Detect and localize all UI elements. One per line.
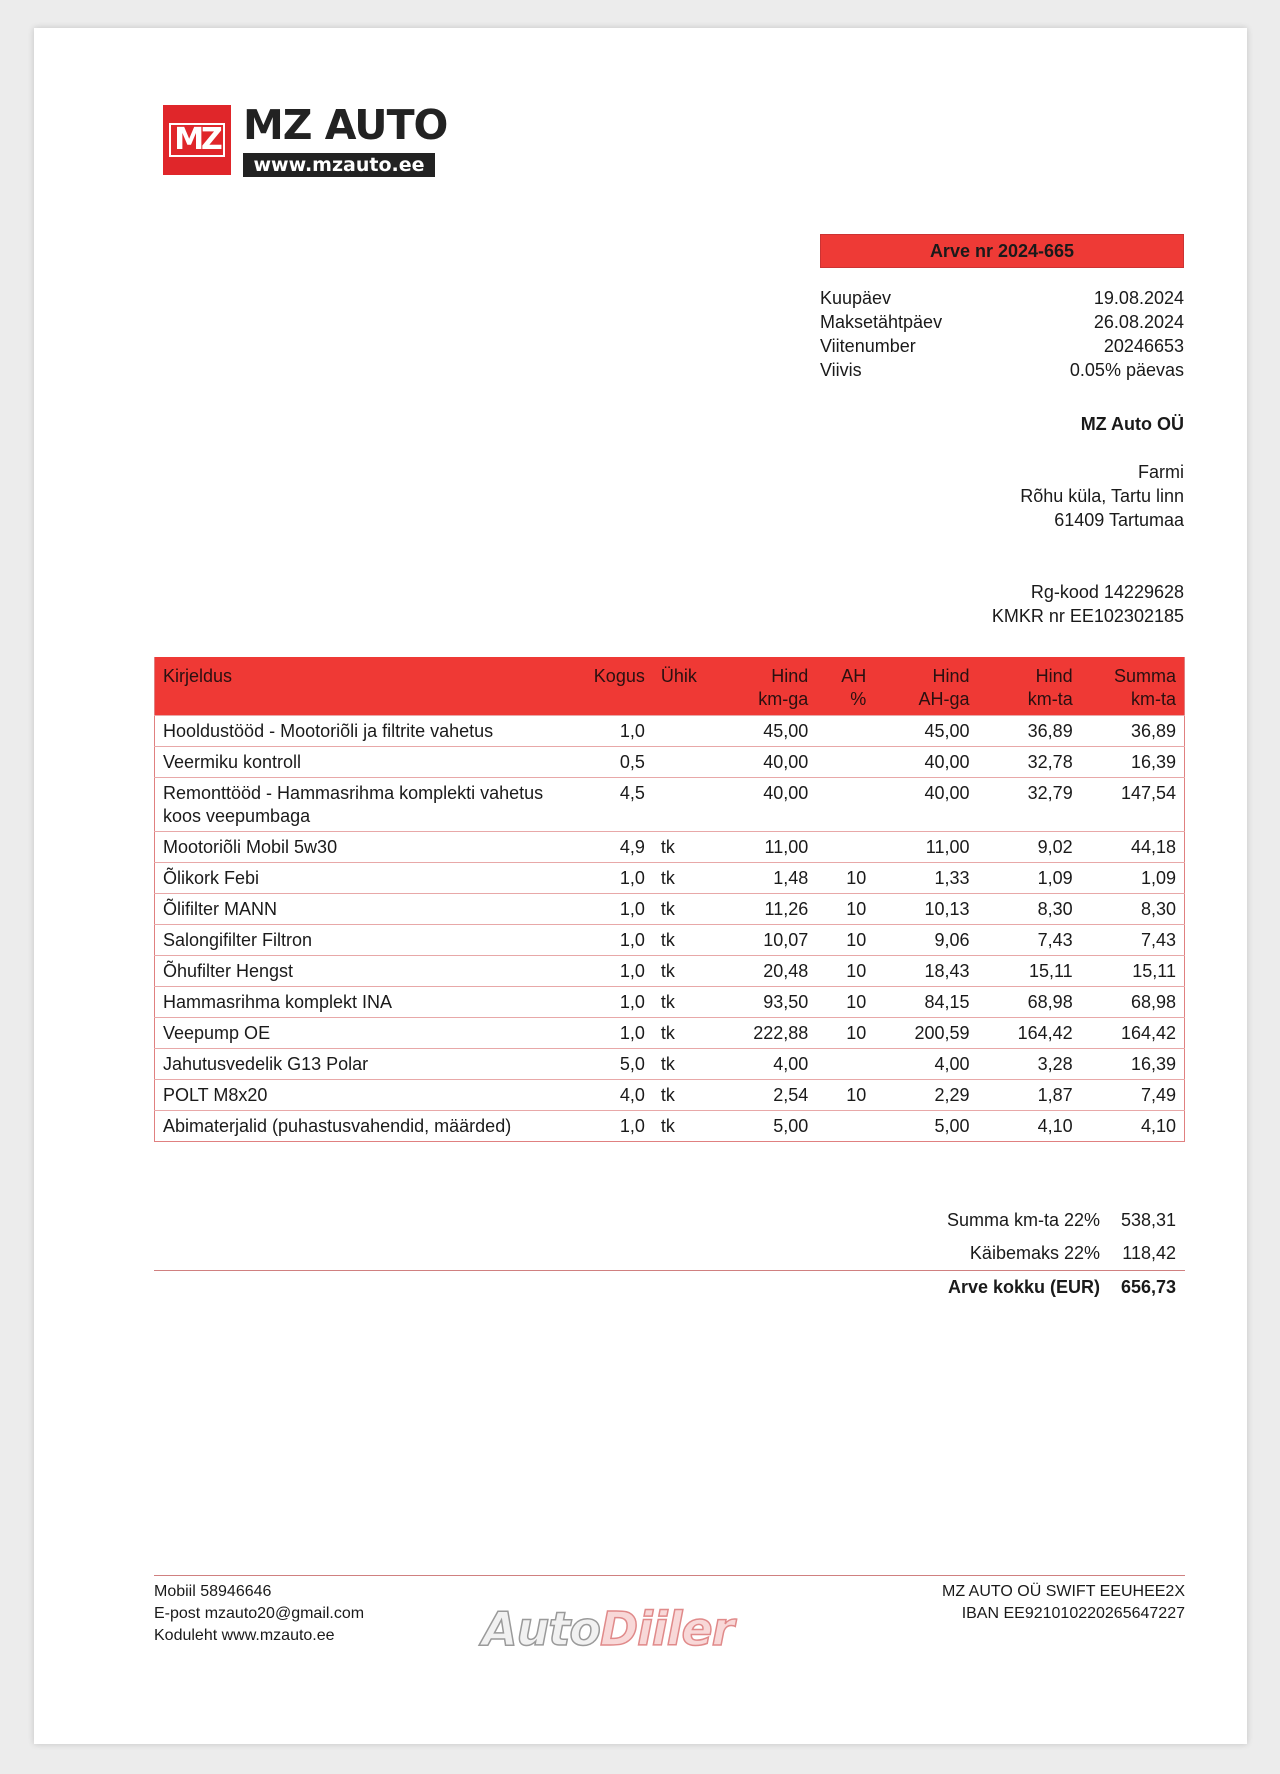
row-discount xyxy=(816,832,874,863)
seller-reg-code: Rg-kood 14229628 xyxy=(1030,582,1184,602)
row-price-discounted: 5,00 xyxy=(874,1111,977,1142)
row-description: Õlikork Febi xyxy=(155,863,581,894)
row-sum: 44,18 xyxy=(1081,832,1185,863)
row-price-discounted: 40,00 xyxy=(874,747,977,778)
subtotal-label: Summa km-ta 22% xyxy=(946,1210,1100,1230)
row-description: Veepump OE xyxy=(155,1018,581,1049)
table-row xyxy=(155,778,1185,832)
col-header-unit: Ühik xyxy=(653,657,713,716)
meta-value: 0.05% päevas xyxy=(1069,360,1184,380)
meta-label: Maksetähtpäev xyxy=(820,312,943,332)
row-discount xyxy=(816,778,874,832)
grand-total-row xyxy=(154,1271,1185,1304)
row-price-vat: 93,50 xyxy=(713,987,816,1018)
row-description: Salongifilter Filtron xyxy=(155,925,581,956)
row-price-vat: 11,00 xyxy=(713,832,816,863)
meta-label: Kuupäev xyxy=(820,288,892,308)
row-quantity: 0,5 xyxy=(581,747,653,778)
row-price-vat: 2,54 xyxy=(713,1080,816,1111)
company-logo xyxy=(163,101,463,179)
col-header-price-discounted: Hind AH-ga xyxy=(874,657,977,716)
table-row xyxy=(155,894,1185,925)
seller-address-line: 61409 Tartumaa xyxy=(1054,510,1184,530)
row-price-no-vat: 32,79 xyxy=(978,778,1081,832)
row-price-discounted: 9,06 xyxy=(874,925,977,956)
row-discount xyxy=(816,747,874,778)
row-unit: tk xyxy=(653,863,713,894)
vat-value: 118,42 xyxy=(1122,1243,1176,1263)
row-price-vat: 1,48 xyxy=(713,863,816,894)
table-row xyxy=(155,956,1185,987)
row-unit: tk xyxy=(653,987,713,1018)
subtotal-value: 538,31 xyxy=(1120,1210,1176,1230)
row-quantity: 4,9 xyxy=(581,832,653,863)
row-price-discounted: 4,00 xyxy=(874,1049,977,1080)
row-unit: tk xyxy=(653,1049,713,1080)
grand-total-value: 656,73 xyxy=(1120,1277,1176,1297)
row-sum: 7,49 xyxy=(1081,1080,1185,1111)
row-quantity: 4,0 xyxy=(581,1080,653,1111)
row-discount xyxy=(816,1111,874,1142)
col-header-discount: AH % xyxy=(816,657,874,716)
row-quantity: 1,0 xyxy=(581,716,653,747)
footer-contact xyxy=(154,1581,364,1647)
row-description: Hooldustööd - Mootoriõli ja filtrite vahetus xyxy=(155,716,581,747)
logo-mark-text: MZ xyxy=(169,123,225,157)
footer-phone: Mobiil 58946646 xyxy=(154,1583,272,1600)
row-price-vat: 10,07 xyxy=(713,925,816,956)
row-unit: tk xyxy=(653,1080,713,1111)
row-sum: 15,11 xyxy=(1081,956,1185,987)
row-description: Õlifilter MANN xyxy=(155,894,581,925)
invoice-page xyxy=(34,28,1247,1744)
row-discount: 10 xyxy=(816,956,874,987)
row-quantity: 1,0 xyxy=(581,1018,653,1049)
footer-bank xyxy=(942,1581,1185,1625)
meta-row-date xyxy=(820,286,1184,310)
col-header-quantity: Kogus xyxy=(581,657,653,716)
footer-swift: MZ AUTO OÜ SWIFT EEUHEE2X xyxy=(942,1583,1185,1600)
row-discount: 10 xyxy=(816,863,874,894)
meta-value: 26.08.2024 xyxy=(1093,312,1184,332)
watermark-part-diiler: Diiler xyxy=(599,1602,734,1656)
row-price-discounted: 1,33 xyxy=(874,863,977,894)
row-discount: 10 xyxy=(816,894,874,925)
row-unit: tk xyxy=(653,894,713,925)
meta-row-reference xyxy=(820,334,1184,358)
table-row xyxy=(155,716,1185,747)
row-unit: tk xyxy=(653,1111,713,1142)
row-price-no-vat: 9,02 xyxy=(978,832,1081,863)
invoice-meta xyxy=(820,286,1184,382)
row-price-no-vat: 15,11 xyxy=(978,956,1081,987)
table-row xyxy=(155,1111,1185,1142)
row-discount: 10 xyxy=(816,925,874,956)
row-price-discounted: 84,15 xyxy=(874,987,977,1018)
row-sum: 68,98 xyxy=(1081,987,1185,1018)
vat-row xyxy=(154,1237,1185,1270)
row-price-vat: 5,00 xyxy=(713,1111,816,1142)
vat-label: Käibemaks 22% xyxy=(969,1243,1100,1263)
row-price-discounted: 10,13 xyxy=(874,894,977,925)
seller-address-line: Rõhu küla, Tartu linn xyxy=(1020,486,1184,506)
row-price-vat: 40,00 xyxy=(713,747,816,778)
row-price-discounted: 2,29 xyxy=(874,1080,977,1111)
col-header-price-vat: Hind km-ga xyxy=(713,657,816,716)
row-discount: 10 xyxy=(816,987,874,1018)
row-unit xyxy=(653,716,713,747)
seller-info xyxy=(784,412,1184,628)
table-header-row xyxy=(155,657,1185,716)
row-quantity: 1,0 xyxy=(581,925,653,956)
grand-total-label: Arve kokku (EUR) xyxy=(947,1277,1100,1297)
table-row xyxy=(155,747,1185,778)
row-description: Õhufilter Hengst xyxy=(155,956,581,987)
row-discount xyxy=(816,716,874,747)
watermark-part-auto: Auto xyxy=(482,1602,600,1656)
footer-website: Koduleht www.mzauto.ee xyxy=(154,1627,335,1644)
footer-iban: IBAN EE921010220265647227 xyxy=(961,1605,1185,1622)
row-quantity: 1,0 xyxy=(581,987,653,1018)
row-quantity: 1,0 xyxy=(581,1111,653,1142)
row-unit: tk xyxy=(653,956,713,987)
meta-label: Viitenumber xyxy=(820,336,916,356)
row-sum: 4,10 xyxy=(1081,1111,1185,1142)
row-quantity: 5,0 xyxy=(581,1049,653,1080)
row-unit xyxy=(653,747,713,778)
row-price-vat: 222,88 xyxy=(713,1018,816,1049)
meta-value: 20246653 xyxy=(1103,336,1184,356)
row-discount: 10 xyxy=(816,1018,874,1049)
row-price-discounted: 11,00 xyxy=(874,832,977,863)
row-unit: tk xyxy=(653,925,713,956)
row-description: POLT M8x20 xyxy=(155,1080,581,1111)
row-quantity: 1,0 xyxy=(581,894,653,925)
row-price-vat: 45,00 xyxy=(713,716,816,747)
table-row xyxy=(155,863,1185,894)
table-row xyxy=(155,925,1185,956)
row-price-no-vat: 36,89 xyxy=(978,716,1081,747)
table-row xyxy=(155,1080,1185,1111)
row-discount: 10 xyxy=(816,1080,874,1111)
autodiiler-watermark xyxy=(482,1602,733,1656)
row-price-no-vat: 4,10 xyxy=(978,1111,1081,1142)
row-description: Mootoriõli Mobil 5w30 xyxy=(155,832,581,863)
row-description: Veermiku kontroll xyxy=(155,747,581,778)
row-price-discounted: 45,00 xyxy=(874,716,977,747)
col-header-price-no-vat: Hind km-ta xyxy=(978,657,1081,716)
row-price-no-vat: 7,43 xyxy=(978,925,1081,956)
row-price-discounted: 40,00 xyxy=(874,778,977,832)
table-row xyxy=(155,832,1185,863)
row-sum: 16,39 xyxy=(1081,747,1185,778)
logo-name: MZ AUTO xyxy=(243,101,448,149)
row-quantity: 4,5 xyxy=(581,778,653,832)
row-price-vat: 11,26 xyxy=(713,894,816,925)
row-sum: 16,39 xyxy=(1081,1049,1185,1080)
row-sum: 8,30 xyxy=(1081,894,1185,925)
row-price-no-vat: 1,87 xyxy=(978,1080,1081,1111)
row-price-no-vat: 68,98 xyxy=(978,987,1081,1018)
row-sum: 147,54 xyxy=(1081,778,1185,832)
row-price-vat: 4,00 xyxy=(713,1049,816,1080)
row-discount xyxy=(816,1049,874,1080)
row-unit: tk xyxy=(653,832,713,863)
row-sum: 1,09 xyxy=(1081,863,1185,894)
row-quantity: 1,0 xyxy=(581,956,653,987)
footer-email: E-post mzauto20@gmail.com xyxy=(154,1605,365,1622)
row-price-no-vat: 32,78 xyxy=(978,747,1081,778)
invoice-title: Arve nr 2024-665 xyxy=(820,234,1184,268)
seller-vat-number: KMKR nr EE102302185 xyxy=(991,606,1184,626)
seller-name: MZ Auto OÜ xyxy=(1080,414,1184,434)
row-price-no-vat: 1,09 xyxy=(978,863,1081,894)
row-price-no-vat: 3,28 xyxy=(978,1049,1081,1080)
row-sum: 164,42 xyxy=(1081,1018,1185,1049)
logo-url: www.mzauto.ee xyxy=(243,153,435,177)
row-price-discounted: 200,59 xyxy=(874,1018,977,1049)
table-row xyxy=(155,987,1185,1018)
col-header-description: Kirjeldus xyxy=(155,657,581,716)
row-unit: tk xyxy=(653,1018,713,1049)
logo-mark xyxy=(163,105,231,175)
table-row xyxy=(155,1049,1185,1080)
meta-value: 19.08.2024 xyxy=(1093,288,1184,308)
items-table xyxy=(154,657,1185,1142)
row-description: Remonttööd - Hammasrihma komplekti vahetus koos veepumbaga xyxy=(155,778,581,832)
footer-divider xyxy=(154,1575,1185,1576)
meta-row-due-date xyxy=(820,310,1184,334)
row-description: Jahutusvedelik G13 Polar xyxy=(155,1049,581,1080)
row-description: Hammasrihma komplekt INA xyxy=(155,987,581,1018)
totals-block xyxy=(154,1204,1185,1304)
col-header-sum: Summa km-ta xyxy=(1081,657,1185,716)
meta-row-penalty xyxy=(820,358,1184,382)
meta-label: Viivis xyxy=(820,360,862,380)
row-price-discounted: 18,43 xyxy=(874,956,977,987)
row-price-vat: 40,00 xyxy=(713,778,816,832)
row-price-no-vat: 8,30 xyxy=(978,894,1081,925)
row-price-vat: 20,48 xyxy=(713,956,816,987)
seller-address-line: Farmi xyxy=(1138,462,1184,482)
table-row xyxy=(155,1018,1185,1049)
row-price-no-vat: 164,42 xyxy=(978,1018,1081,1049)
row-sum: 36,89 xyxy=(1081,716,1185,747)
row-quantity: 1,0 xyxy=(581,863,653,894)
row-description: Abimaterjalid (puhastusvahendid, määrded) xyxy=(155,1111,581,1142)
row-sum: 7,43 xyxy=(1081,925,1185,956)
subtotal-row xyxy=(154,1204,1185,1237)
row-unit xyxy=(653,778,713,832)
